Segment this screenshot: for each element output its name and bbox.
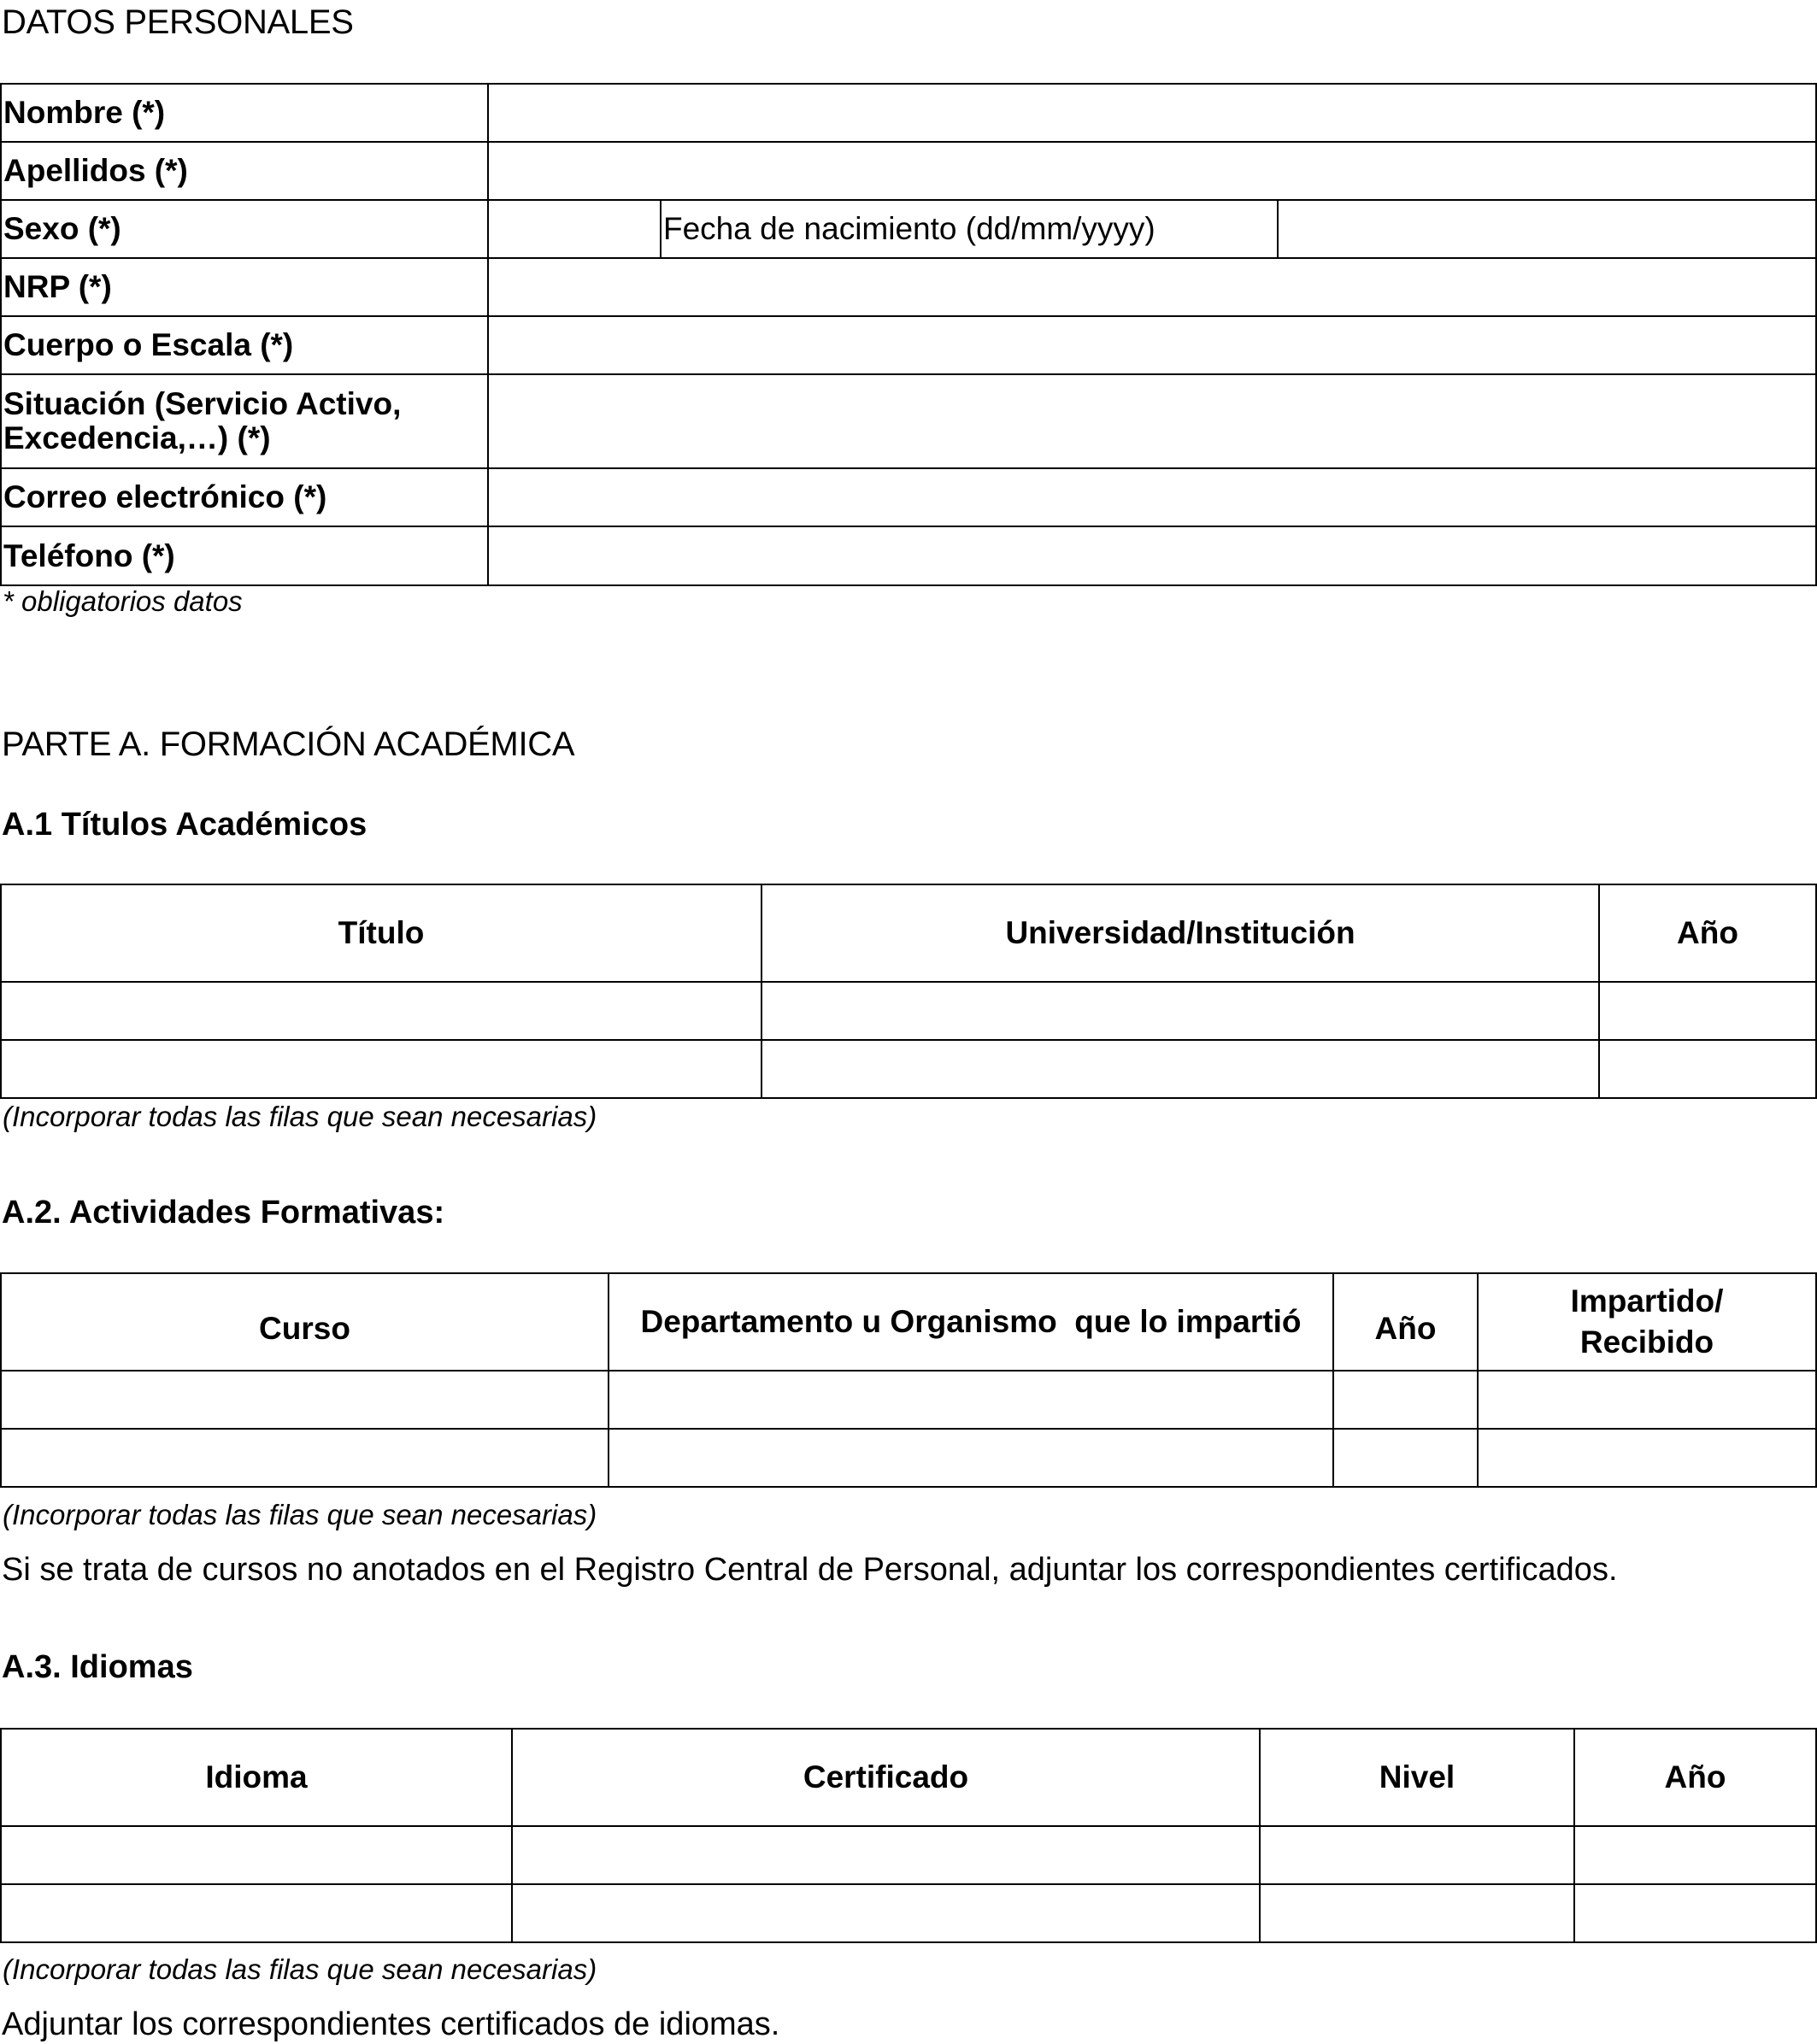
col-titulo: Título <box>2 885 762 983</box>
anio-cell[interactable] <box>1575 1827 1817 1885</box>
personal-data-heading: DATOS PERSONALES <box>2 3 354 41</box>
actividades-table <box>0 1272 1817 1488</box>
universidad-cell[interactable] <box>762 1041 1600 1099</box>
col-anio: Año <box>1575 1730 1817 1827</box>
a1-note: (Incorporar todas las filas que sean necesarias) <box>3 1101 597 1132</box>
anio-cell[interactable] <box>1600 983 1817 1041</box>
anio-cell[interactable] <box>1575 1885 1817 1943</box>
sexo-field[interactable] <box>489 201 662 259</box>
label-situacion-line1: Situación (Servicio Activo, <box>3 386 402 421</box>
cuerpo-escala-field[interactable] <box>489 317 1817 375</box>
col-departamento: Departamento u Organismo que lo impartió <box>609 1274 1334 1371</box>
nivel-cell[interactable] <box>1261 1885 1575 1943</box>
titulo-cell[interactable] <box>2 983 762 1041</box>
fecha-nacimiento-field[interactable] <box>1279 201 1817 259</box>
telefono-field[interactable] <box>489 527 1817 586</box>
a3-heading: A.3. Idiomas <box>2 1649 193 1685</box>
col-anio: Año <box>1334 1274 1479 1371</box>
universidad-cell[interactable] <box>762 983 1600 1041</box>
apellidos-field[interactable] <box>489 143 1817 201</box>
titulos-table <box>0 884 1817 1099</box>
situacion-field[interactable] <box>489 375 1817 469</box>
anio-cell[interactable] <box>1334 1430 1479 1488</box>
a2-note: (Incorporar todas las filas que sean necesarias) <box>3 1499 597 1530</box>
label-correo: Correo electrónico (*) <box>2 469 489 527</box>
anio-cell[interactable] <box>1334 1371 1479 1430</box>
departamento-cell[interactable] <box>609 1371 1334 1430</box>
personal-data-table <box>0 83 1817 586</box>
col-curso: Curso <box>2 1274 609 1371</box>
idioma-cell[interactable] <box>2 1827 513 1885</box>
label-nrp: NRP (*) <box>2 259 489 317</box>
label-situacion <box>2 375 489 469</box>
certificado-cell[interactable] <box>513 1827 1261 1885</box>
col-certificado: Certificado <box>513 1730 1261 1827</box>
anio-cell[interactable] <box>1600 1041 1817 1099</box>
curso-cell[interactable] <box>2 1371 609 1430</box>
col-impartido-line1: Impartido/ <box>1570 1283 1724 1319</box>
label-nombre: Nombre (*) <box>2 85 489 143</box>
col-anio: Año <box>1600 885 1817 983</box>
label-situacion-line2: Excedencia,…) (*) <box>3 420 271 455</box>
label-sexo: Sexo (*) <box>2 201 489 259</box>
col-nivel: Nivel <box>1261 1730 1575 1827</box>
idioma-cell[interactable] <box>2 1885 513 1943</box>
col-universidad: Universidad/Institución <box>762 885 1600 983</box>
nivel-cell[interactable] <box>1261 1827 1575 1885</box>
departamento-cell[interactable] <box>609 1430 1334 1488</box>
col-impartido-recibido <box>1479 1274 1817 1371</box>
a2-info: Si se trata de cursos no anotados en el Registro Central de Personal, adjuntar los correspondientes certificados. <box>2 1552 1618 1588</box>
nrp-field[interactable] <box>489 259 1817 317</box>
idiomas-table <box>0 1728 1817 1943</box>
certificado-cell[interactable] <box>513 1885 1261 1943</box>
titulo-cell[interactable] <box>2 1041 762 1099</box>
curso-cell[interactable] <box>2 1430 609 1488</box>
a3-info: Adjuntar los correspondientes certificados de idiomas. <box>2 2006 780 2042</box>
col-impartido-line2: Recibido <box>1579 1324 1714 1360</box>
a2-heading: A.2. Actividades Formativas: <box>2 1195 445 1231</box>
correo-field[interactable] <box>489 469 1817 527</box>
impartido-cell[interactable] <box>1479 1371 1817 1430</box>
label-fecha-nacimiento: Fecha de nacimiento (dd/mm/yyyy) <box>662 201 1279 259</box>
col-idioma: Idioma <box>2 1730 513 1827</box>
required-note: * obligatorios datos <box>3 585 243 617</box>
a1-heading: A.1 Títulos Académicos <box>2 807 368 843</box>
a3-note: (Incorporar todas las filas que sean necesarias) <box>3 1953 597 1985</box>
label-apellidos: Apellidos (*) <box>2 143 489 201</box>
label-cuerpo-escala: Cuerpo o Escala (*) <box>2 317 489 375</box>
label-telefono: Teléfono (*) <box>2 527 489 586</box>
parte-a-heading: PARTE A. FORMACIÓN ACADÉMICA <box>2 725 575 763</box>
impartido-cell[interactable] <box>1479 1430 1817 1488</box>
nombre-field[interactable] <box>489 85 1817 143</box>
